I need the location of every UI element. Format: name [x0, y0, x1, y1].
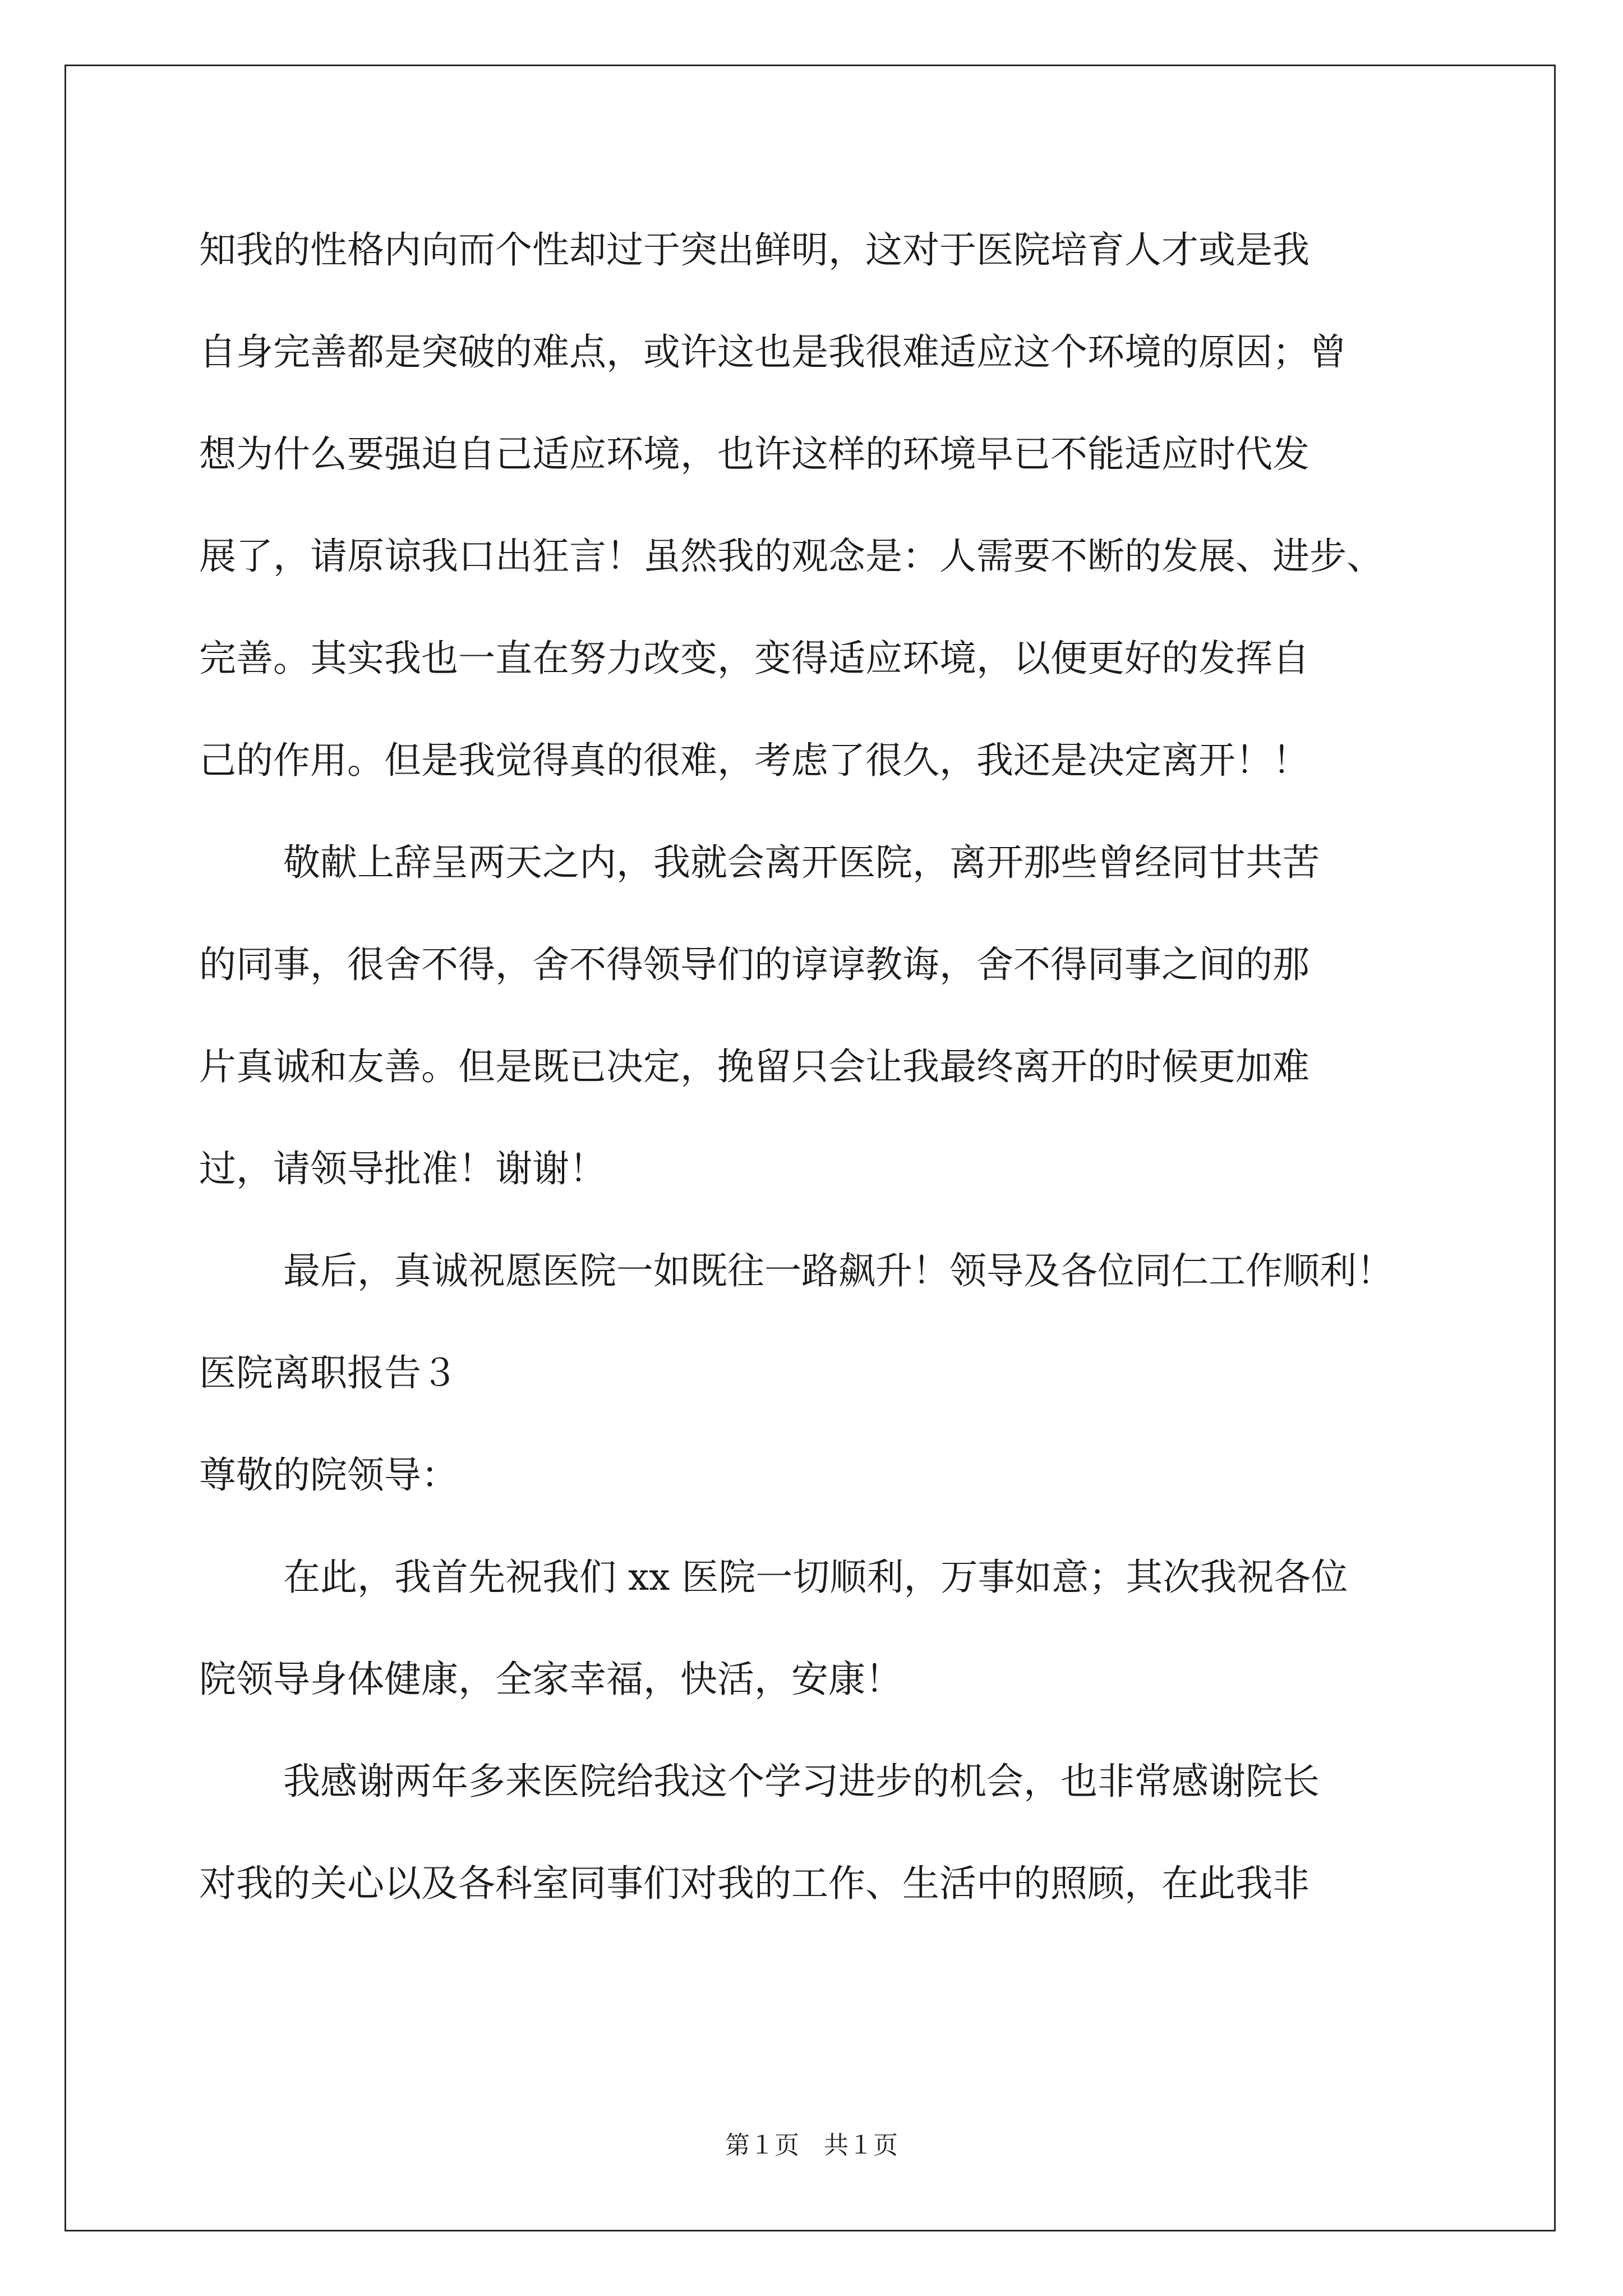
paragraph-first-line: 在此，我首先祝我们 xx 医院一切顺利，万事如意；其次我祝各位 — [283, 1556, 1348, 1599]
text-line: 自身完善都是突破的难点，或许这也是我很难适应这个环境的原因；曾 — [199, 330, 1347, 374]
text-line: 知我的性格内向而个性却过于突出鲜明，这对于医院培育人才或是我 — [199, 228, 1310, 272]
text-line: 片真诚和友善。但是既已决定，挽留只会让我最终离开的时候更加难 — [199, 1045, 1310, 1088]
text-line: 己的作用。但是我觉得真的很难，考虑了很久，我还是决定离开！！ — [199, 739, 1310, 782]
text-line: 对我的关心以及各科室同事们对我的工作、生活中的照顾，在此我非 — [199, 1862, 1310, 1905]
paragraph-first-line: 最后，真诚祝愿医院一如既往一路飙升！领导及各位同仁工作顺利！ — [283, 1249, 1394, 1292]
section-heading: 医院离职报告３ — [199, 1351, 458, 1395]
text-line: 院领导身体健康，全家幸福，快活，安康！ — [199, 1658, 902, 1701]
text-line: 展了，请原谅我口出狂言！虽然我的观念是：人需要不断的发展、进步、 — [199, 535, 1384, 578]
text-line: 的同事，很舍不得，舍不得领导们的谆谆教诲，舍不得同事之间的那 — [199, 943, 1310, 986]
text-line: 过，请领导批准！谢谢！ — [199, 1147, 606, 1190]
salutation: 尊敬的院领导： — [199, 1453, 458, 1497]
document-body — [199, 199, 1427, 1935]
page-number-footer: 第１页 共１页 — [725, 2131, 898, 2160]
text-line: 想为什么要强迫自己适应环境，也许这样的环境早已不能适应时代发 — [199, 432, 1310, 476]
paragraph-first-line: 我感谢两年多来医院给我这个学习进步的机会，也非常感谢院长 — [283, 1760, 1320, 1803]
paragraph-first-line: 敬献上辞呈两天之内，我就会离开医院，离开那些曾经同甘共苦 — [283, 841, 1320, 884]
text-line: 完善。其实我也一直在努力改变，变得适应环境，以便更好的发挥自 — [199, 637, 1310, 680]
